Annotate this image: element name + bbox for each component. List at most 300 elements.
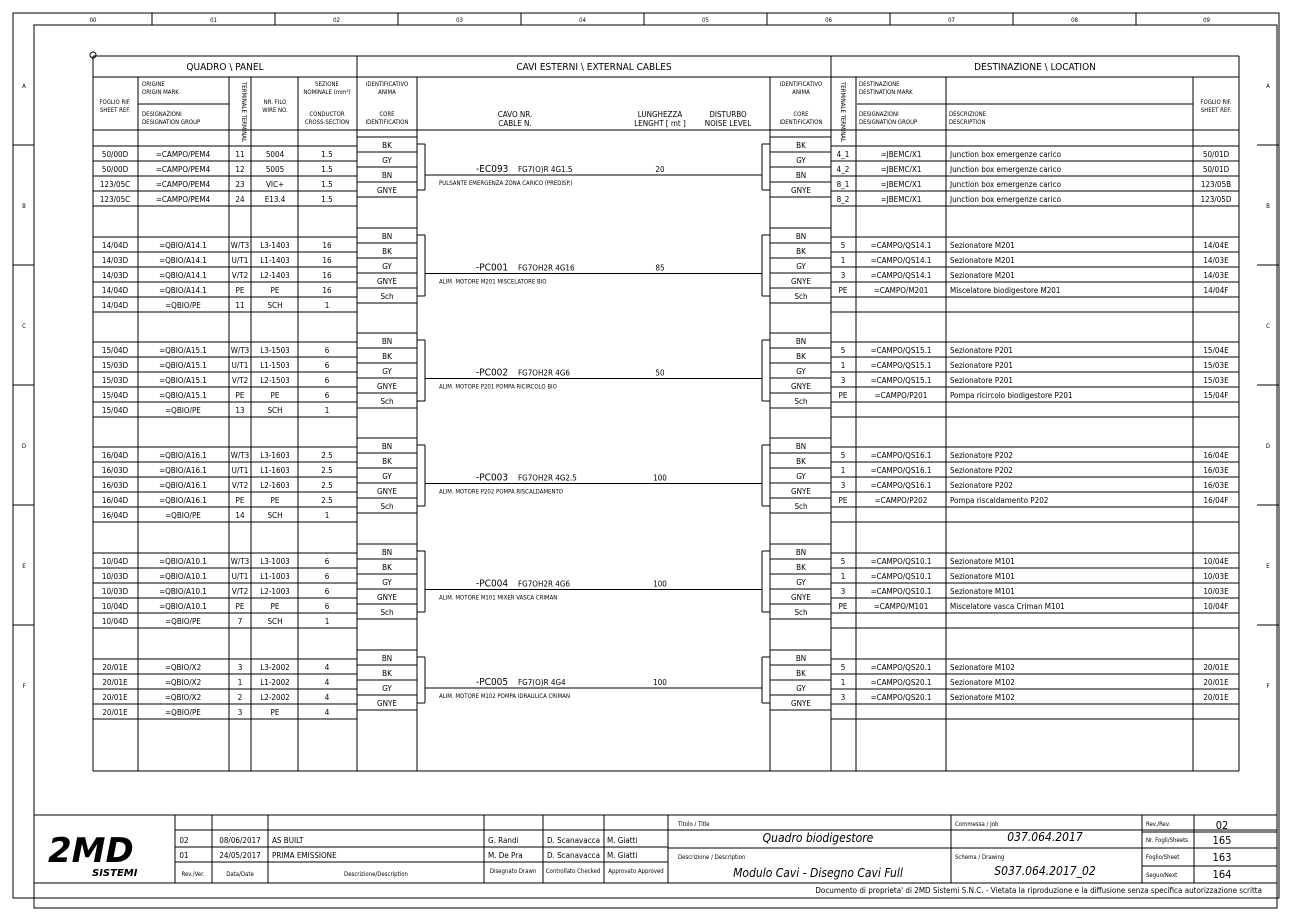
core-id-left: GNYE xyxy=(377,699,397,708)
revision-approved: M. Giatti xyxy=(607,851,638,860)
core-id-left: GNYE xyxy=(377,593,397,602)
wire-no: 5005 xyxy=(265,165,285,174)
terminal: 23 xyxy=(235,180,245,189)
core-id-left: Sch xyxy=(380,608,394,617)
cable-type: FG7OH2R 4G6 xyxy=(518,579,570,589)
col-conductor: CONDUCTOR xyxy=(309,111,345,118)
origin-designation: =QBIO/X2 xyxy=(164,663,202,672)
dest-designation: =CAMPO/M101 xyxy=(873,602,929,611)
origin-designation: =QBIO/A15.1 xyxy=(159,346,207,355)
rev-header-approved: Approvato Approved xyxy=(608,868,664,875)
dest-sheet-ref: 20/01E xyxy=(1203,678,1229,687)
dest-description: Junction box emergenze carico xyxy=(950,165,1061,174)
dest-designation: =JBEMC/X1 xyxy=(880,150,922,159)
core-id-left: BN xyxy=(381,442,393,451)
next-value: 164 xyxy=(1212,868,1232,881)
dest-designation: =JBEMC/X1 xyxy=(880,180,922,189)
dest-description: Junction box emergenze carico xyxy=(950,150,1061,159)
origin-designation: =QBIO/PE xyxy=(165,708,201,717)
terminal: PE xyxy=(235,286,245,295)
column-marker-05: 05 xyxy=(702,17,709,24)
origin-designation: =QBIO/A15.1 xyxy=(159,376,207,385)
cross-section: 1.5 xyxy=(321,165,333,174)
origin-designation: =CAMPO/PEM4 xyxy=(155,180,211,189)
cross-section: 16 xyxy=(322,286,332,295)
dest-terminal: 1 xyxy=(840,678,846,687)
cable-description: ALIM. MOTORE M101 MIXER VASCA CRIMAN xyxy=(439,594,558,602)
terminal: 3 xyxy=(237,708,243,717)
terminal: V/T2 xyxy=(231,376,249,385)
dest-description: Sezionatore P201 xyxy=(950,361,1013,370)
terminal: 1 xyxy=(237,678,243,687)
col-cable-n: CABLE N. xyxy=(498,119,532,128)
dest-sheet-ref: 10/03E xyxy=(1203,587,1229,596)
wire-no: L2-2002 xyxy=(260,693,290,702)
sheet-ref: 16/04D xyxy=(101,511,129,520)
col-cable-nr: CAVO NR. xyxy=(497,110,533,119)
cross-section: 6 xyxy=(324,587,330,596)
rev-header-date: Data/Date xyxy=(226,871,254,878)
cable-type: FG7(O)R 4G4 xyxy=(518,678,566,687)
terminal: V/T2 xyxy=(231,271,249,280)
col-origin-mark: ORIGINE xyxy=(142,81,165,88)
sheet-ref: 50/00D xyxy=(101,150,129,159)
dest-description: Sezionatore P202 xyxy=(950,451,1013,460)
origin-designation: =CAMPO/PEM4 xyxy=(155,195,211,204)
sheet-ref: 15/04D xyxy=(101,346,129,355)
core-id-right: GY xyxy=(796,684,806,693)
terminal: 14 xyxy=(235,511,245,520)
core-id-left: BK xyxy=(382,669,392,678)
wire-no: L1-2002 xyxy=(260,678,290,687)
col-designation-en: DESIGNATION GROUP xyxy=(142,119,201,126)
row-marker-right-A: A xyxy=(1266,83,1270,90)
core-id-right: BK xyxy=(796,141,806,150)
col-identification-right: IDENTIFICATION xyxy=(779,119,823,126)
col-terminal-right: TERMINALE TERMINAL xyxy=(839,82,846,143)
core-id-right: GNYE xyxy=(791,487,811,496)
revision-approved: M. Giatti xyxy=(607,836,638,845)
rev-header-checked: Controllato Checked xyxy=(545,868,601,875)
core-id-right: GNYE xyxy=(791,699,811,708)
origin-designation: =QBIO/A10.1 xyxy=(159,572,207,581)
dest-description: Sezionatore P202 xyxy=(950,481,1013,490)
core-id-left: BK xyxy=(382,563,392,572)
origin-designation: =QBIO/X2 xyxy=(164,693,202,702)
dest-terminal: 1 xyxy=(840,256,846,265)
origin-designation: =QBIO/A10.1 xyxy=(159,602,207,611)
dest-designation: =CAMPO/QS14.1 xyxy=(870,241,932,250)
rev-header-rev: Rev./Ver. xyxy=(181,871,205,878)
sheet-ref: 16/04D xyxy=(101,496,129,505)
dest-designation: =CAMPO/QS16.1 xyxy=(870,481,932,490)
cable-number: -PC001 xyxy=(476,262,509,274)
sheet-ref: 10/04D xyxy=(101,617,129,626)
cable-type: FG7OH2R 4G2.5 xyxy=(518,473,577,483)
dest-description: Sezionatore M102 xyxy=(950,678,1015,687)
wire-no: PE xyxy=(270,602,280,611)
dest-terminal: 5 xyxy=(840,451,846,460)
wire-no: PE xyxy=(270,708,280,717)
revision-description: AS BUILT xyxy=(272,836,304,845)
row-marker-left-E: E xyxy=(22,563,26,570)
dest-terminal: 5 xyxy=(840,346,846,355)
cross-section: 2.5 xyxy=(321,451,333,460)
col-cross-section: CROSS-SECTION xyxy=(304,119,350,126)
wire-no: PE xyxy=(270,496,280,505)
core-id-right: GY xyxy=(796,367,806,376)
job-number: 037.064.2017 xyxy=(1007,830,1083,844)
dest-designation: =CAMPO/QS16.1 xyxy=(870,451,932,460)
column-marker-07: 07 xyxy=(948,17,955,24)
dest-description: Sezionatore P201 xyxy=(950,346,1013,355)
terminal: W/T3 xyxy=(230,451,250,460)
col-wire-no: NR. FILO xyxy=(263,99,287,106)
dest-designation: =JBEMC/X1 xyxy=(880,195,922,204)
terminal: 12 xyxy=(235,165,245,174)
dest-designation: =CAMPO/P202 xyxy=(874,496,928,505)
cross-section: 6 xyxy=(324,557,330,566)
core-id-right: BN xyxy=(795,232,807,241)
cross-section: 1 xyxy=(324,406,330,415)
copyright-notice: Documento di proprieta' di 2MD Sistemi S.N.C. - Vietata la riproduzione e la diffusione senza specifica autorizzazione scritta xyxy=(815,886,1262,895)
dest-description: Junction box emergenze carico xyxy=(950,180,1061,189)
core-id-right: GNYE xyxy=(791,382,811,391)
core-id-right: GNYE xyxy=(791,186,811,195)
dest-terminal: PE xyxy=(838,391,848,400)
cross-section: 16 xyxy=(322,271,332,280)
cable-length: 50 xyxy=(655,368,665,378)
company-logo: 2MD xyxy=(48,831,134,871)
wire-no: 5004 xyxy=(265,150,285,159)
terminal: W/T3 xyxy=(230,557,250,566)
dest-terminal: 1 xyxy=(840,466,846,475)
dest-description: Sezionatore M101 xyxy=(950,557,1015,566)
dest-description: Sezionatore P201 xyxy=(950,376,1013,385)
core-id-left: GY xyxy=(382,578,392,587)
column-marker-02: 02 xyxy=(333,17,340,24)
sheet-ref: 14/04D xyxy=(101,301,129,310)
dest-designation: =CAMPO/QS15.1 xyxy=(870,376,932,385)
dest-description: Junction box emergenze carico xyxy=(950,195,1061,204)
sheet-ref: 15/03D xyxy=(101,376,129,385)
revision-date: 24/05/2017 xyxy=(219,851,261,860)
dest-designation: =CAMPO/QS10.1 xyxy=(870,557,932,566)
col-core-id-right: IDENTIFICATIVO xyxy=(779,81,823,88)
cross-section: 6 xyxy=(324,572,330,581)
dest-terminal: 4_1 xyxy=(836,150,850,159)
description-label: Descrizione / Description xyxy=(678,854,746,861)
cross-section: 1 xyxy=(324,511,330,520)
core-id-right: BN xyxy=(795,548,807,557)
cable-description: PULSANTE EMERGENZA ZONA CARICO (PREDISP.) xyxy=(439,180,573,187)
sheet-ref: 15/03D xyxy=(101,361,129,370)
wire-no: L2-1603 xyxy=(260,481,290,490)
cross-section: 2.5 xyxy=(321,496,333,505)
terminal: W/T3 xyxy=(230,241,250,250)
drawing-description: Modulo Cavi - Disegno Cavi Full xyxy=(733,866,903,880)
origin-designation: =QBIO/A16.1 xyxy=(159,451,207,460)
row-marker-right-B: B xyxy=(1266,203,1270,210)
core-id-right: GNYE xyxy=(791,277,811,286)
rev-value: 02 xyxy=(1215,819,1229,832)
origin-designation: =QBIO/A10.1 xyxy=(159,587,207,596)
cable-description: ALIM. MOTORE M102 POMPA IDRAULICA CRIMAN xyxy=(439,693,570,700)
col-noise-en: NOISE LEVEL xyxy=(704,119,752,128)
cable-description: ALIM. MOTORE P201 POMPA RICIRCOLO BIO xyxy=(439,383,557,391)
cross-section: 6 xyxy=(324,391,330,400)
origin-designation: =QBIO/PE xyxy=(165,406,201,415)
wire-no: L2-1403 xyxy=(260,271,290,280)
dest-terminal: 3 xyxy=(840,376,846,385)
col-core: CORE xyxy=(379,111,395,118)
wire-no: L2-1003 xyxy=(260,587,290,596)
wire-no: L1-1403 xyxy=(260,256,290,265)
dest-sheet-ref: 10/04E xyxy=(1203,557,1229,566)
sheet-ref: 16/03D xyxy=(101,466,129,475)
core-id-left: GNYE xyxy=(377,487,397,496)
core-id-left: BK xyxy=(382,247,392,256)
rev-header-description: Descrizione/Description xyxy=(344,871,408,878)
cable-length: 100 xyxy=(653,473,667,483)
terminal: 7 xyxy=(237,617,243,626)
sheet-ref: 123/05C xyxy=(99,195,131,204)
sheet-ref: 20/01E xyxy=(102,693,128,702)
dest-sheet-ref: 16/03E xyxy=(1203,466,1229,475)
sheet-ref: 16/03D xyxy=(101,481,129,490)
col-description-en: DESCRIPTION xyxy=(949,119,986,126)
core-id-right: BK xyxy=(796,563,806,572)
wire-no: L3-1003 xyxy=(260,557,290,566)
cable-type: FG7OH2R 4G16 xyxy=(518,263,575,273)
next-label: Seguo/Next xyxy=(1146,872,1178,879)
dest-designation: =JBEMC/X1 xyxy=(880,165,922,174)
terminal: 13 xyxy=(235,406,245,415)
terminal: 11 xyxy=(235,150,245,159)
origin-designation: =QBIO/A14.1 xyxy=(159,241,207,250)
dest-designation: =CAMPO/P201 xyxy=(874,391,928,400)
col-dest-designation: DESIGNAZIONI xyxy=(859,111,899,118)
dest-sheet-ref: 15/03E xyxy=(1203,361,1229,370)
revision-drawn: G. Randi xyxy=(488,836,519,845)
terminal: V/T2 xyxy=(231,481,249,490)
sheet-ref: 14/03D xyxy=(101,271,129,280)
column-marker-08: 08 xyxy=(1071,17,1078,24)
cross-section: 6 xyxy=(324,376,330,385)
origin-designation: =QBIO/A15.1 xyxy=(159,391,207,400)
row-marker-right-F: F xyxy=(1266,683,1270,690)
origin-designation: =QBIO/PE xyxy=(165,511,201,520)
row-marker-left-B: B xyxy=(22,203,26,210)
column-marker-06: 06 xyxy=(825,17,832,24)
revision-checked: D. Scanavacca xyxy=(547,836,601,845)
dest-sheet-ref: 14/03E xyxy=(1203,271,1229,280)
dest-terminal: 5 xyxy=(840,557,846,566)
column-marker-09: 09 xyxy=(1203,17,1210,24)
dest-sheet-ref: 10/03E xyxy=(1203,572,1229,581)
sheet-value: 163 xyxy=(1212,851,1232,864)
wire-no: L3-1503 xyxy=(260,346,290,355)
dest-sheet-ref: 10/04F xyxy=(1203,602,1229,611)
col-description: DESCRIZIONE xyxy=(949,111,987,118)
terminal: 24 xyxy=(235,195,245,204)
header-cables: CAVI ESTERNI \ EXTERNAL CABLES xyxy=(516,62,672,73)
cable-number: -EC093 xyxy=(476,164,509,175)
core-id-right: BK xyxy=(796,457,806,466)
dest-description: Sezionatore M201 xyxy=(950,271,1015,280)
dest-sheet-ref: 14/04E xyxy=(1203,241,1229,250)
cross-section: 16 xyxy=(322,241,332,250)
revision-drawn: M. De Pra xyxy=(488,851,523,860)
wire-no: SCH xyxy=(267,617,283,626)
dest-description: Sezionatore M102 xyxy=(950,693,1015,702)
dest-description: Sezionatore M102 xyxy=(950,663,1015,672)
column-marker-04: 04 xyxy=(579,17,586,24)
wire-no: E13.4 xyxy=(264,195,286,204)
dest-description: Miscelatore biodigestore M201 xyxy=(950,286,1061,295)
col-core-right: CORE xyxy=(793,111,809,118)
dest-terminal: 8_1 xyxy=(836,180,850,189)
col-terminal: TERMINALE TERMINAL xyxy=(240,82,247,143)
company-logo-sub: SISTEMI xyxy=(92,868,138,879)
row-marker-left-D: D xyxy=(21,443,27,450)
dest-terminal: 5 xyxy=(840,663,846,672)
drawing-title: Quadro biodigestore xyxy=(762,831,874,845)
cross-section: 4 xyxy=(324,708,330,717)
cable-number: -PC005 xyxy=(476,677,509,688)
cross-section: 1 xyxy=(324,617,330,626)
wire-no: L1-1503 xyxy=(260,361,290,370)
col-section-unit: NOMINALE (mm²) xyxy=(303,89,351,96)
core-id-right: Sch xyxy=(794,292,808,301)
header-location: DESTINAZIONE \ LOCATION xyxy=(974,62,1096,73)
core-id-left: GNYE xyxy=(377,277,397,286)
wire-no: L2-1503 xyxy=(260,376,290,385)
dest-terminal: 1 xyxy=(840,361,846,370)
dest-description: Sezionatore M201 xyxy=(950,241,1015,250)
cable-description: ALIM. MOTORE M201 MISCELATORE BIO xyxy=(439,278,547,286)
dest-description: Pompa ricircolo biodigestore P201 xyxy=(950,391,1073,400)
dest-terminal: 4_2 xyxy=(836,165,850,174)
terminal: 3 xyxy=(237,663,243,672)
dest-terminal: PE xyxy=(838,286,848,295)
origin-designation: =QBIO/A16.1 xyxy=(159,466,207,475)
dest-sheet-ref: 20/01E xyxy=(1203,663,1229,672)
column-marker-00: 00 xyxy=(89,17,97,24)
dest-description: Sezionatore M101 xyxy=(950,572,1015,581)
core-id-left: GNYE xyxy=(377,186,397,195)
cross-section: 6 xyxy=(324,602,330,611)
cross-section: 16 xyxy=(322,256,332,265)
sheet-ref: 50/00D xyxy=(101,165,129,174)
sheet-ref: 10/03D xyxy=(101,572,129,581)
dest-terminal: 1 xyxy=(840,572,846,581)
core-id-right: BN xyxy=(795,442,807,451)
cable-type: FG7(O)R 4G1.5 xyxy=(518,165,573,174)
core-id-left: Sch xyxy=(380,292,394,301)
terminal: PE xyxy=(235,496,245,505)
revision-description: PRIMA EMISSIONE xyxy=(272,851,337,860)
wire-no: L3-1603 xyxy=(260,451,290,460)
dest-sheet-ref: 16/04F xyxy=(1203,496,1229,505)
dest-description: Miscelatore vasca Criman M101 xyxy=(950,602,1065,611)
row-marker-right-E: E xyxy=(1266,563,1270,570)
cross-section: 1.5 xyxy=(321,180,333,189)
sheet-ref: 14/03D xyxy=(101,256,129,265)
revision-checked: D. Scanavacca xyxy=(547,851,601,860)
core-id-right: GY xyxy=(796,262,806,271)
core-id-right: GY xyxy=(796,578,806,587)
dest-sheet-ref: 15/03E xyxy=(1203,376,1229,385)
col-sheet-ref-right-en: SHEET REF. xyxy=(1200,107,1232,114)
origin-designation: =QBIO/A14.1 xyxy=(159,286,207,295)
core-id-left: BK xyxy=(382,141,392,150)
terminal: U/T1 xyxy=(231,256,249,265)
cable-length: 100 xyxy=(653,678,667,687)
cable-length: 100 xyxy=(653,579,667,589)
core-id-right: BK xyxy=(796,669,806,678)
dest-sheet-ref: 50/01D xyxy=(1202,150,1230,159)
dest-designation: =CAMPO/M201 xyxy=(873,286,929,295)
wire-no: L3-1403 xyxy=(260,241,290,250)
revision-number: 02 xyxy=(179,836,189,845)
col-identification: IDENTIFICATION xyxy=(365,119,409,126)
col-sheet-ref-en: SHEET REF. xyxy=(99,107,131,114)
core-id-right: BK xyxy=(796,352,806,361)
terminal: PE xyxy=(235,391,245,400)
origin-designation: =QBIO/PE xyxy=(165,617,201,626)
wire-no: SCH xyxy=(267,406,283,415)
core-id-left: GY xyxy=(382,156,392,165)
origin-designation: =CAMPO/PEM4 xyxy=(155,165,211,174)
cross-section: 4 xyxy=(324,678,330,687)
col-length: LUNGHEZZA xyxy=(637,110,683,119)
core-id-right: BK xyxy=(796,247,806,256)
col-section: SEZIONE xyxy=(315,81,339,88)
core-id-left: GNYE xyxy=(377,382,397,391)
cable-description: ALIM. MOTORE P202 POMPA RISCALDAMENTO xyxy=(439,488,564,496)
wire-no: SCH xyxy=(267,511,283,520)
col-sheet-ref-right: FOGLIO RIF. xyxy=(1200,99,1232,106)
row-marker-left-C: C xyxy=(22,323,26,330)
cross-section: 1.5 xyxy=(321,150,333,159)
cross-section: 2.5 xyxy=(321,481,333,490)
cross-section: 6 xyxy=(324,361,330,370)
core-id-left: GY xyxy=(382,684,392,693)
dest-sheet-ref: 14/04F xyxy=(1203,286,1229,295)
core-id-left: BN xyxy=(381,548,393,557)
dest-designation: =CAMPO/QS20.1 xyxy=(870,663,932,672)
cable-number: -PC003 xyxy=(476,472,509,484)
core-id-right: GNYE xyxy=(791,593,811,602)
cross-section: 2.5 xyxy=(321,466,333,475)
wire-no: L1-1603 xyxy=(260,466,290,475)
origin-designation: =QBIO/A10.1 xyxy=(159,557,207,566)
drawing-label: Schema / Drawing xyxy=(955,854,1005,861)
sheet-label: Foglio/Sheet xyxy=(1146,854,1180,861)
wire-no: L3-2002 xyxy=(260,663,290,672)
cross-section: 1 xyxy=(324,301,330,310)
col-dest-designation-en: DESIGNATION GROUP xyxy=(859,119,918,126)
origin-designation: =QBIO/A15.1 xyxy=(159,361,207,370)
sheet-ref: 16/04D xyxy=(101,451,129,460)
sheets-value: 165 xyxy=(1212,834,1232,847)
dest-designation: =CAMPO/QS14.1 xyxy=(870,271,932,280)
row-marker-right-D: D xyxy=(1265,443,1271,450)
core-id-left: BN xyxy=(381,337,393,346)
column-marker-03: 03 xyxy=(456,17,463,24)
dest-sheet-ref: 15/04F xyxy=(1203,391,1229,400)
